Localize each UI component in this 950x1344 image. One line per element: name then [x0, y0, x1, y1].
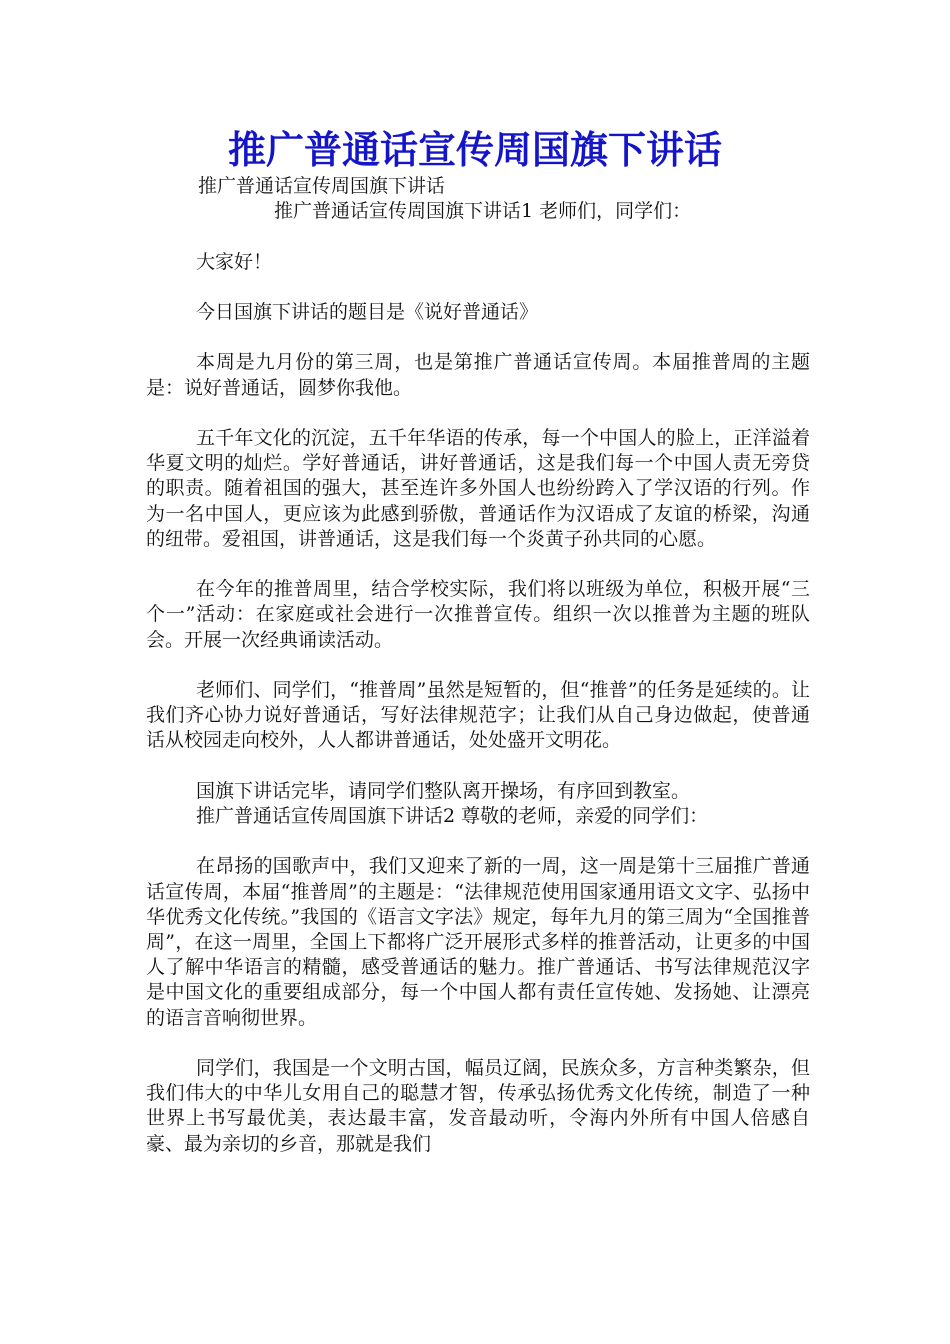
- paragraph: 老师们、同学们，“推普周”虽然是短暂的，但“推普”的任务是延续的。让我们齐心协力说好普通话，写好法律规范字；让我们从自己身边做起，使普通话从校园走向校外，人人都讲普通话，处处盛开文明花。: [146, 678, 810, 752]
- paragraph: 今日国旗下讲话的题目是《说好普通话》: [196, 300, 539, 323]
- paragraph-gap: [146, 224, 810, 249]
- speech-1-heading: 推广普通话宣传周国旗下讲话1 老师们，同学们：: [274, 200, 692, 223]
- paragraph: 同学们，我国是一个文明古国，幅员辽阔，民族众多，方言种类繁杂，但我们伟大的中华儿女用自己的聪慧才智，传承弘扬优秀文化传统，制造了一种世界上书写最优美，表达最丰富，发音最动听，令海内外所有中国人倍感自豪、最为亲切的乡音，那就是我们: [146, 1056, 810, 1155]
- paragraph: 本周是九月份的第三周，也是第推广普通话宣传周。本届推普周的主题是：说好普通话，圆梦你我他。: [146, 351, 810, 399]
- paragraph: 五千年文化的沉淀，五千年华语的传承，每一个中国人的脸上，正洋溢着华夏文明的灿烂。学好普通话，讲好普通话，这是我们每一个中国人责无旁贷的职责。随着祖国的强大，甚至连许多外国人也纷纷跨入了学汉语的行列。作为一名中国人，更应该为此感到骄傲，普通话作为汉语成了友谊的桥梁，沟通的纽带。爱祖国，讲普通话，这是我们每一个炎黄子孙共同的心愿。: [146, 426, 810, 550]
- paragraph-gap: [146, 653, 810, 678]
- paragraph-gap: [146, 829, 810, 854]
- speech-2-heading: 推广普通话宣传周国旗下讲话2 尊敬的老师，亲爱的同学们：: [196, 804, 709, 827]
- paragraph: 国旗下讲话完毕，请同学们整队离开操场，有序回到教室。: [196, 779, 691, 802]
- paragraph-gap: [146, 401, 810, 426]
- paragraph-gap: [146, 325, 810, 350]
- paragraph-gap: [146, 1031, 810, 1056]
- document-body: [146, 174, 810, 1157]
- paragraph: 在昂扬的国歌声中，我们又迎来了新的一周，这一周是第十三届推广普通话宣传周，本届“推普周”的主题是：“法律规范使用国家通用语文文字、弘扬中华优秀文化传统。”我国的《语言文字法》规定，每年九月的第三周为“全国推普周”，在这一周里，全国上下都将广泛开展形式多样的推普活动，让更多的中国人了解中华语言的精髓，感受普通话的魅力。推广普通话、书写法律规范汉字是中国文化的重要组成部分，每一个中国人都有责任宣传她、发扬她、让漂亮的语言音响彻世界。: [146, 855, 810, 1029]
- paragraph: 大家好！: [196, 250, 273, 273]
- paragraph-gap: [146, 275, 810, 300]
- document-title: 推广普通话宣传周国旗下讲话: [227, 127, 722, 172]
- paragraph-gap: [146, 552, 810, 577]
- paragraph: 在今年的推普周里，结合学校实际，我们将以班级为单位，积极开展“三个一”活动：在家庭或社会进行一次推普宣传。组织一次以推普为主题的班队会。开展一次经典诵读活动。: [146, 578, 810, 651]
- document-subtitle: 推广普通话宣传周国旗下讲话: [198, 175, 446, 197]
- paragraph-gap: [146, 754, 810, 779]
